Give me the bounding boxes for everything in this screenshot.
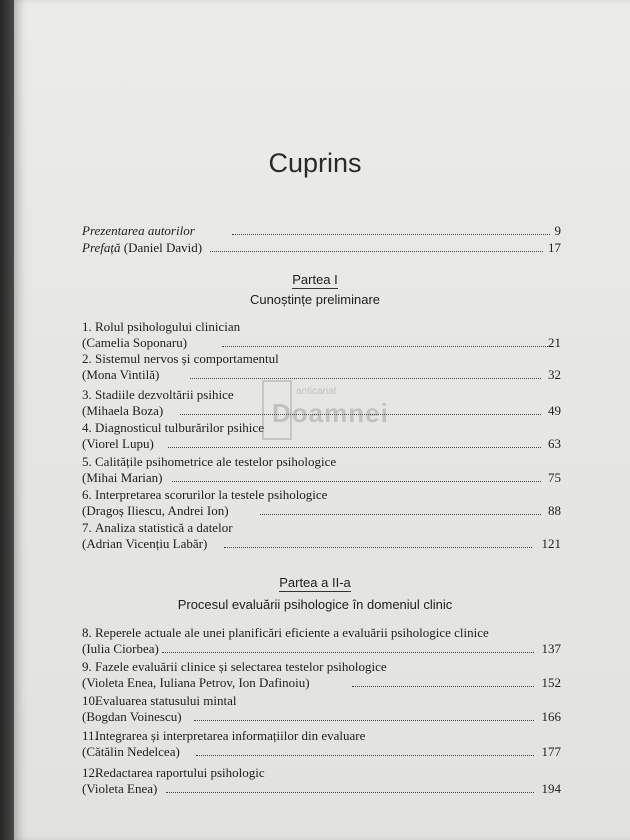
toc-chapter: 9. Fazele evaluării clinice și selectarea testelor psihologice (Violeta Enea, Iuliana Petrov, Ion Dafinoiu) 152 (82, 659, 561, 690)
dot-leader (190, 367, 541, 379)
dot-leader (352, 675, 534, 687)
toc-chapter: 3. Stadiile dezvoltării psihice (Mihaela Boza) 49 (82, 387, 561, 418)
toc-chapter: 4. Diagnosticul tulburărilor psihice (Viorel Lupu) 63 (82, 420, 561, 451)
dot-leader (210, 240, 543, 252)
toc-chapter: 1. Rolul psihologului clinician (Camelia Soponaru) 21 (82, 319, 561, 350)
toc-chapter: 5. Calitățile psihometrice ale testelor psihologice (Mihai Marian) 75 (82, 454, 561, 485)
part-1-label: Partea I (292, 272, 338, 287)
entry-title: Prezentarea autorilor (82, 223, 195, 238)
toc-chapter: 12. Redactarea raportului psihologic (Violeta Enea) 194 (82, 765, 561, 796)
toc-entry-prefata (0, 240, 630, 256)
page-number: 9 (554, 223, 561, 238)
dot-leader (224, 536, 532, 548)
dot-leader (172, 470, 541, 482)
toc-chapter: 11. Integrarea și interpretarea informațiilor din evaluare (Cătălin Nedelcea) 177 (82, 728, 561, 759)
dot-leader (222, 335, 548, 347)
toc-chapter: 2. Sistemul nervos și comportamentul (Mona Vintilă) 32 (82, 351, 561, 382)
dot-leader (166, 781, 534, 793)
toc-chapter: 10. Evaluarea statusului mintal (Bogdan Voinescu) 166 (82, 693, 561, 724)
dot-leader (260, 503, 541, 515)
toc-entry-prezentarea (0, 223, 630, 239)
dot-leader (168, 436, 541, 448)
dot-leader (196, 744, 534, 756)
toc-chapter: 8. Reperele actuale ale unei planificări eficiente a evaluării psihologice clinice (Iulia Ciorbea) 137 (82, 625, 561, 656)
entry-title: Prefață (82, 240, 121, 255)
toc-chapter: 7. Analiza statistică a datelor (Adrian Vicențiu Labăr) 121 (82, 520, 561, 551)
part-2-title: Procesul evaluării psihologice în domeniul clinic (177, 597, 453, 612)
dot-leader (180, 403, 541, 415)
entry-author: (Daniel David) (120, 240, 203, 255)
dot-leader (232, 223, 550, 235)
anticariat-watermark: anticariat Doamnei (262, 380, 382, 440)
part-1-title: Cunoștințe preliminare (249, 292, 381, 307)
dot-leader (162, 641, 534, 653)
dot-leader (194, 709, 534, 721)
part-2-label: Partea a II-a (279, 575, 351, 590)
toc-chapter: 6. Interpretarea scorurilor la testele psihologice (Dragoș Iliescu, Andrei Ion) 88 (82, 487, 561, 518)
page-number: 17 (548, 240, 561, 255)
page-title: Cuprins (268, 148, 362, 178)
